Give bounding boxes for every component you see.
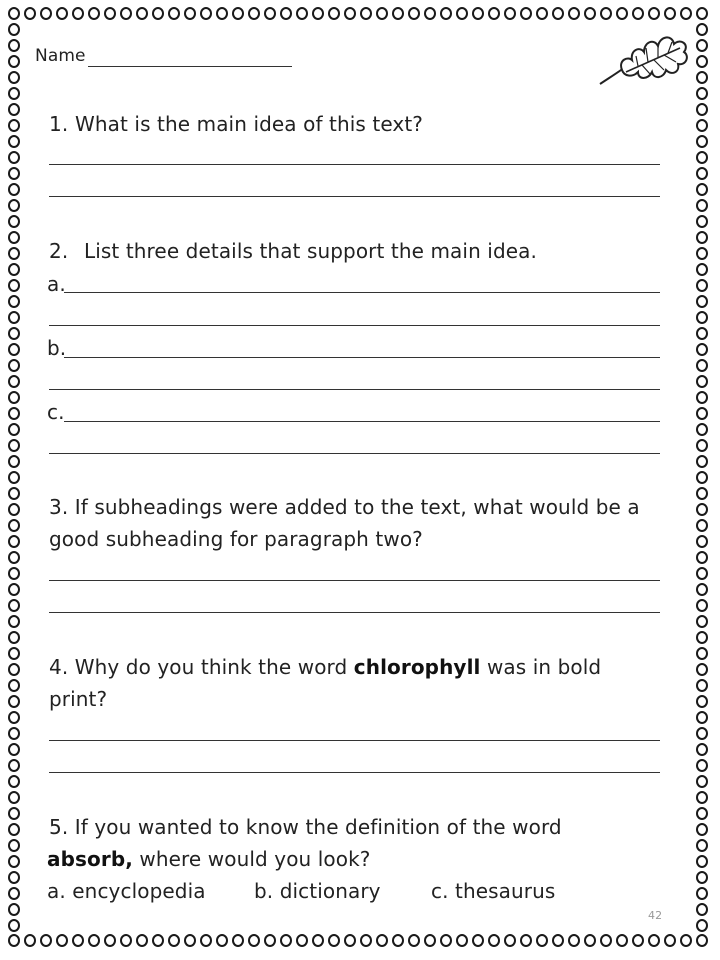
answer-line[interactable]	[64, 421, 660, 422]
detail-label-a: a.	[47, 272, 66, 296]
option-b[interactable]: b. dictionary	[254, 879, 381, 903]
q1-text: What is the main idea of this text?	[75, 112, 423, 136]
answer-line[interactable]	[49, 325, 660, 326]
page-number: 42	[648, 909, 663, 922]
detail-label-c: c.	[47, 400, 65, 424]
answer-line[interactable]	[49, 453, 660, 454]
answer-line[interactable]	[49, 580, 660, 581]
answer-line[interactable]	[49, 612, 660, 613]
q4-text-line1	[49, 657, 601, 677]
answer-line[interactable]	[64, 292, 660, 293]
answer-line[interactable]	[49, 164, 660, 165]
q3-text-line2: good subheading for paragraph two?	[49, 527, 423, 551]
answer-line[interactable]	[64, 357, 660, 358]
detail-label-b: b.	[47, 336, 67, 360]
bold-word-absorb: absorb,	[47, 847, 133, 871]
bold-word-chlorophyll: chlorophyll	[353, 655, 481, 679]
answer-line[interactable]	[49, 389, 660, 390]
name-line[interactable]	[88, 66, 292, 67]
answer-line[interactable]	[49, 196, 660, 197]
option-c[interactable]: c. thesaurus	[431, 879, 556, 903]
q4-text-start: 4. Why do you think the word	[49, 655, 348, 679]
q2-number: 2.	[49, 239, 69, 263]
q5-text-line1: 5. If you wanted to know the definition of the word	[49, 815, 562, 839]
q1-number: 1.	[49, 112, 69, 136]
answer-line[interactable]	[49, 740, 660, 741]
q4-text-end: was in bold	[486, 655, 602, 679]
option-a[interactable]: a. encyclopedia	[47, 879, 206, 903]
answer-line[interactable]	[49, 772, 660, 773]
q4-text-line2: print?	[49, 687, 108, 711]
name-label: Name	[35, 46, 86, 66]
q5-text-line2	[47, 849, 371, 869]
q3-text-line1: 3. If subheadings were added to the text, what would be a	[49, 495, 640, 519]
q5-text-end: where would you look?	[139, 847, 371, 871]
q2-text: List three details that support the main idea.	[84, 239, 537, 263]
